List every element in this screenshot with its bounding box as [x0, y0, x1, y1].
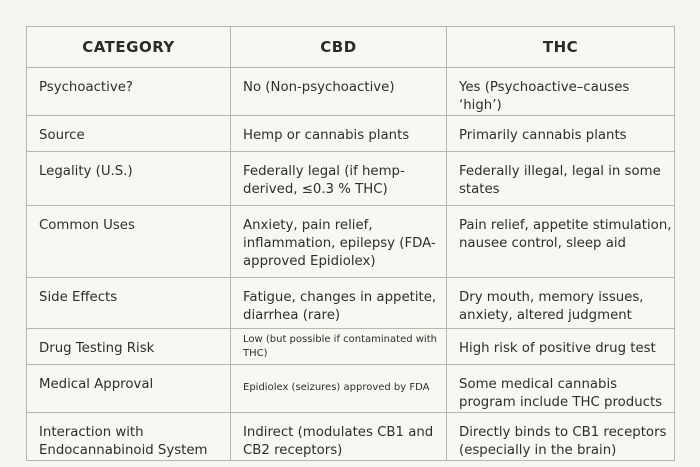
comparison-table	[26, 26, 675, 461]
row-thc: Federally illegal, legal in some states	[447, 152, 675, 206]
table-row	[27, 206, 675, 278]
row-thc: Directly binds to CB1 receptors (especially in the brain)	[447, 413, 675, 461]
row-thc: Yes (Psychoactive–causes ‘high’)	[447, 68, 675, 116]
table-row	[27, 116, 675, 152]
row-category: Side Effects	[27, 278, 231, 329]
row-thc: Primarily cannabis plants	[447, 116, 675, 152]
row-category: Drug Testing Risk	[27, 329, 231, 365]
row-cbd: Low (but possible if contaminated with THC)	[231, 329, 447, 365]
row-category: Legality (U.S.)	[27, 152, 231, 206]
row-thc: High risk of positive drug test	[447, 329, 675, 365]
row-cbd: Anxiety, pain relief, inflammation, epilepsy (FDA-approved Epidiolex)	[231, 206, 447, 278]
row-thc: Dry mouth, memory issues, anxiety, altered judgment	[447, 278, 675, 329]
row-cbd: Hemp or cannabis plants	[231, 116, 447, 152]
table-row	[27, 413, 675, 461]
table-row	[27, 329, 675, 365]
row-cbd: Federally legal (if hemp-derived, ≤0.3 % THC)	[231, 152, 447, 206]
table-row	[27, 152, 675, 206]
row-cbd: Fatigue, changes in appetite, diarrhea (rare)	[231, 278, 447, 329]
row-cbd: No (Non-psychoactive)	[231, 68, 447, 116]
header-cbd: CBD	[231, 27, 447, 68]
row-category: Common Uses	[27, 206, 231, 278]
row-category: Interaction with Endocannabinoid System	[27, 413, 231, 461]
header-category: CATEGORY	[27, 27, 231, 68]
table-row	[27, 278, 675, 329]
table-row	[27, 365, 675, 413]
table-row	[27, 68, 675, 116]
row-cbd: Epidiolex (seizures) approved by FDA	[231, 365, 447, 413]
header-row	[27, 27, 675, 68]
row-thc: Some medical cannabis program include THC products	[447, 365, 675, 413]
row-category: Medical Approval	[27, 365, 231, 413]
row-category: Source	[27, 116, 231, 152]
row-thc: Pain relief, appetite stimulation, nausee control, sleep aid	[447, 206, 675, 278]
row-cbd: Indirect (modulates CB1 and CB2 receptors)	[231, 413, 447, 461]
row-category: Psychoactive?	[27, 68, 231, 116]
header-thc: THC	[447, 27, 675, 68]
